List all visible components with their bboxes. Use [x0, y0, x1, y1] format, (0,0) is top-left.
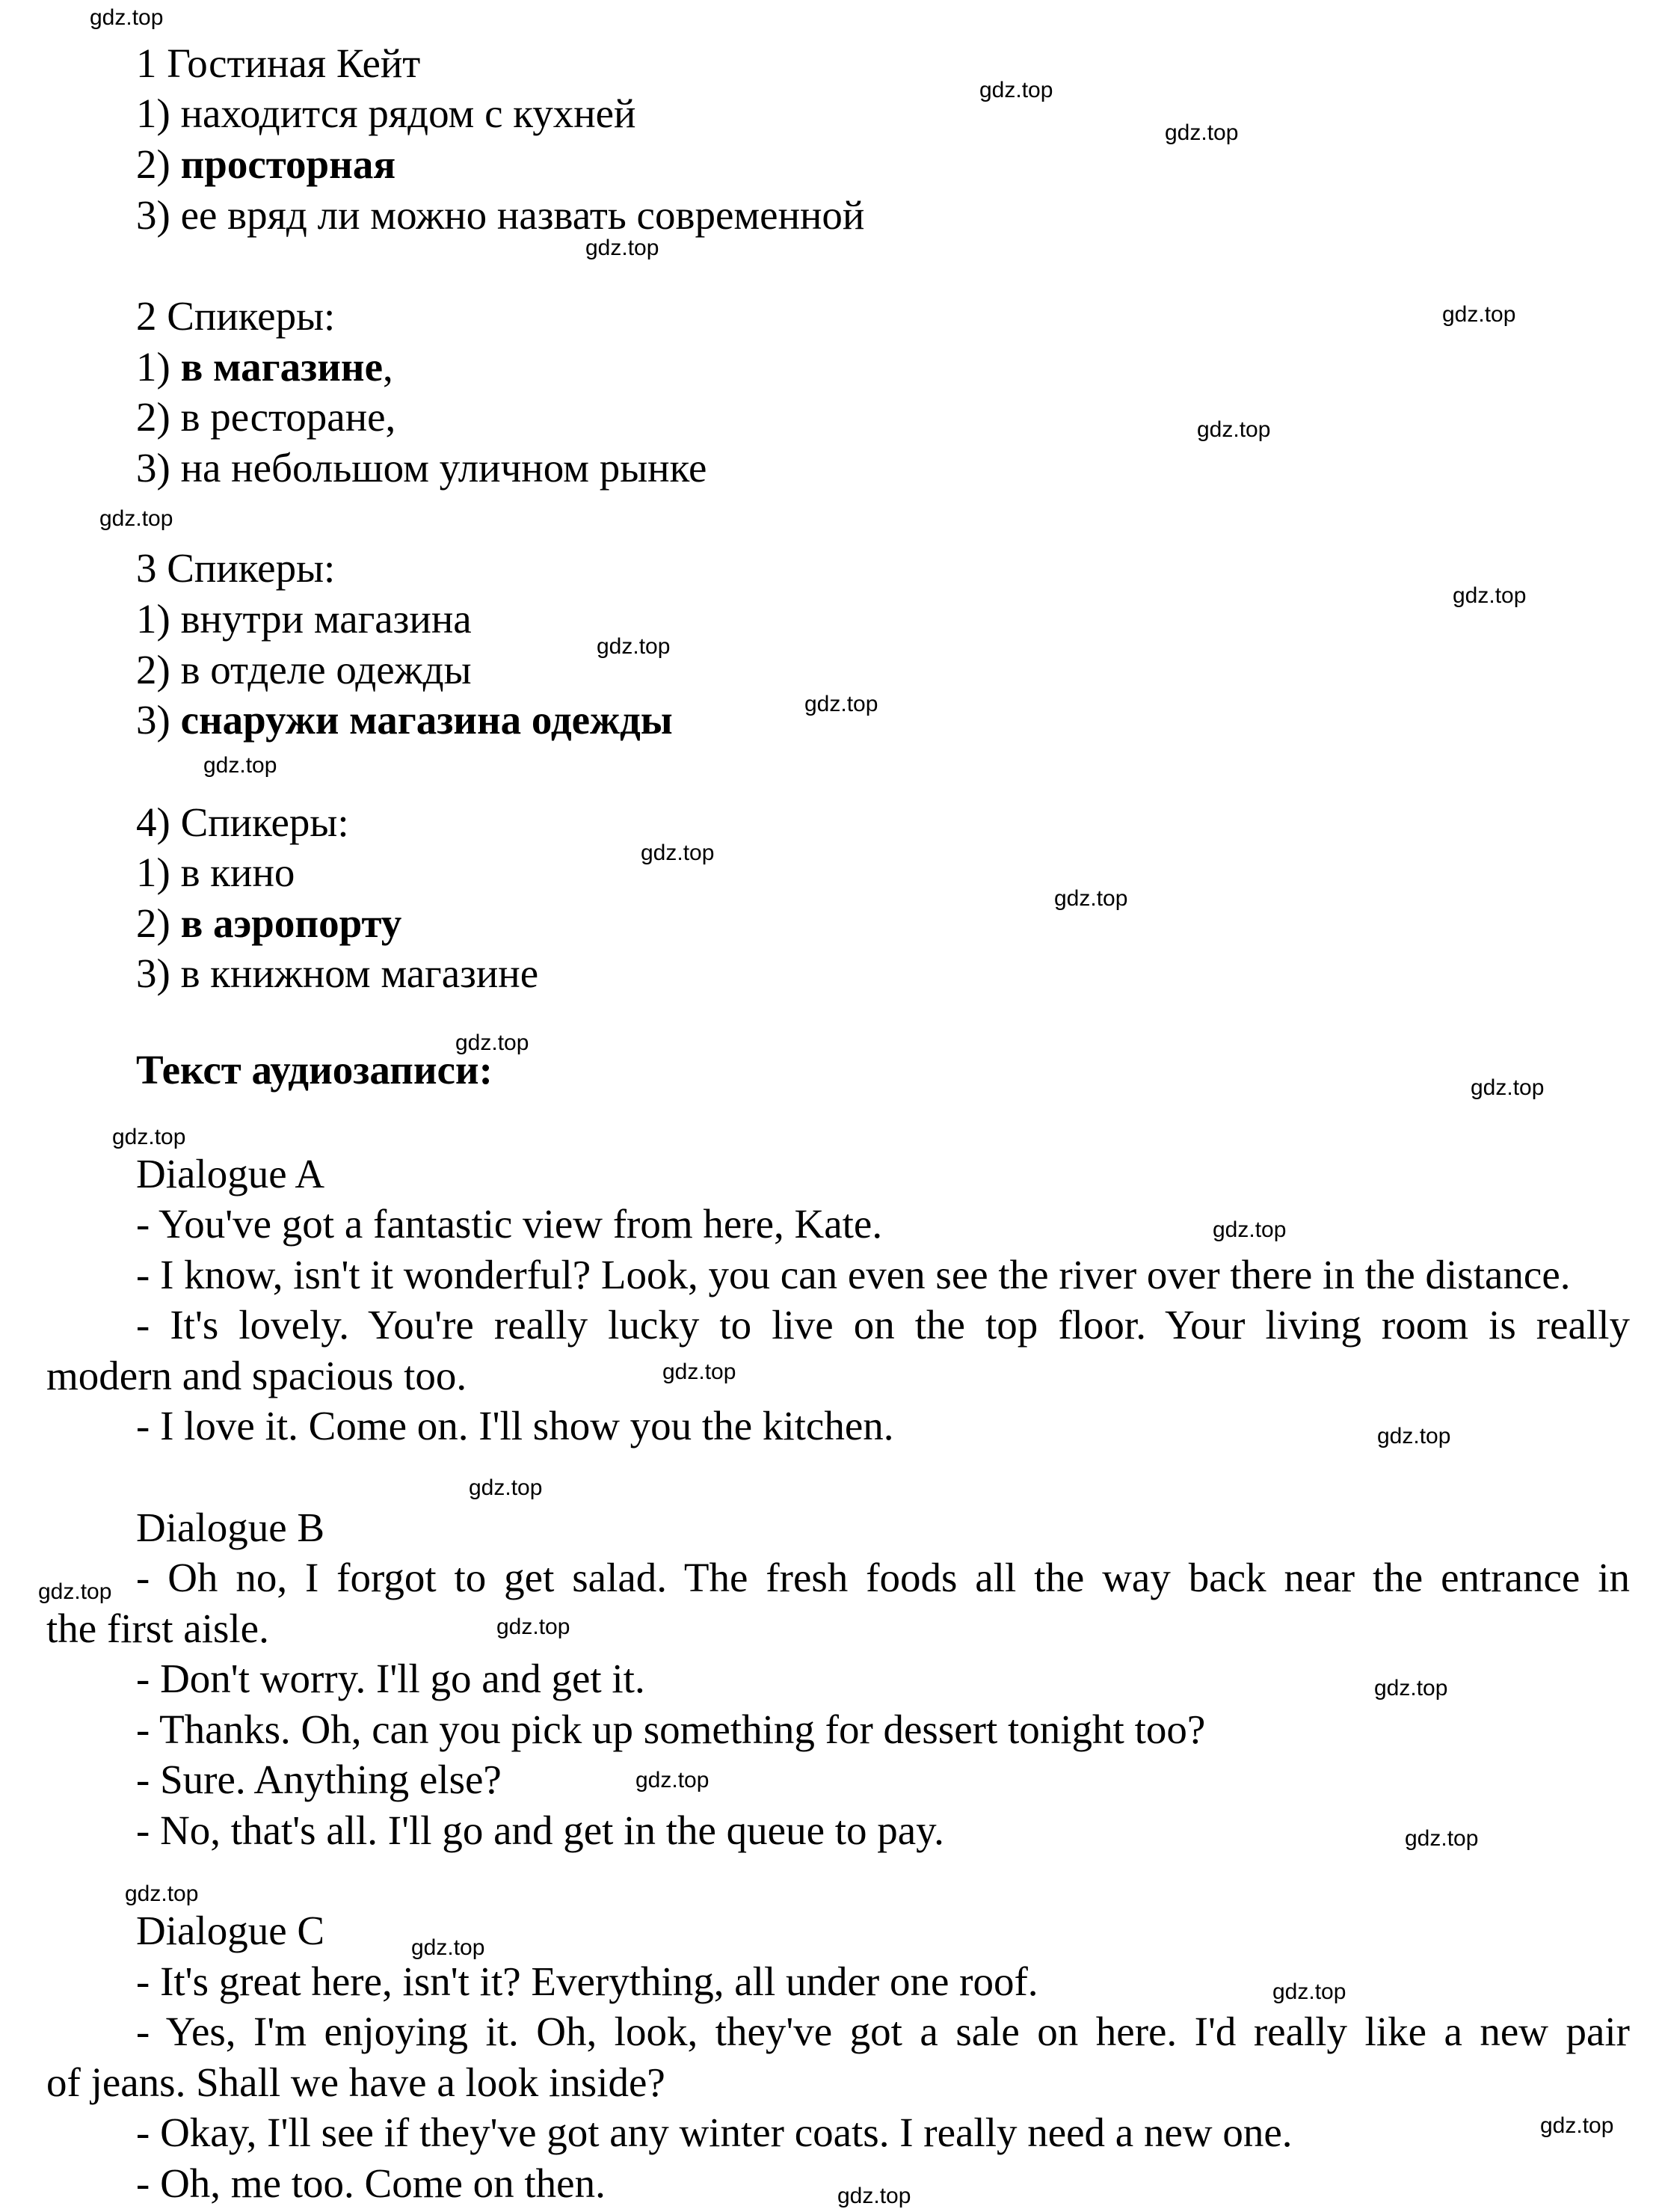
- q4-option-2-number: 2): [136, 900, 181, 946]
- dialogue-c-line-2-cont: of jeans. Shall we have a look inside?: [46, 2059, 665, 2105]
- watermark: gdz.top: [1165, 120, 1239, 145]
- dialogue-b-line-2: - Don't worry. I'll go and get it.: [136, 1656, 645, 1701]
- q1-option-2: [136, 140, 395, 189]
- q2-option-1-number: 1): [136, 344, 181, 390]
- watermark: gdz.top: [496, 1615, 570, 1639]
- watermark: gdz.top: [635, 1768, 710, 1792]
- watermark: gdz.top: [90, 5, 164, 30]
- watermark: gdz.top: [1054, 886, 1128, 911]
- watermark: gdz.top: [662, 1360, 736, 1384]
- watermark: gdz.top: [112, 1125, 186, 1149]
- watermark: gdz.top: [1471, 1075, 1545, 1100]
- dialogue-c-line-1: - It's great here, isn't it? Everything, all under one roof.: [136, 1958, 1038, 2004]
- q2-option-2: 2) в ресторане,: [136, 394, 396, 440]
- dialogue-c-line-2: - Yes, I'm enjoying it. Oh, look, they've got a sale on here. I'd really like a new pair: [136, 2009, 1630, 2054]
- dialogue-a-title: Dialogue A: [136, 1151, 325, 1196]
- dialogue-b-title: Dialogue B: [136, 1505, 325, 1550]
- watermark: gdz.top: [1272, 1979, 1346, 2004]
- watermark: gdz.top: [1405, 1826, 1479, 1851]
- watermark: gdz.top: [585, 236, 659, 260]
- dialogue-b-line-1-cont: the first aisle.: [46, 1606, 269, 1651]
- watermark: gdz.top: [597, 634, 671, 659]
- watermark: gdz.top: [411, 1935, 485, 1960]
- q4-option-3: 3) в книжном магазине: [136, 950, 539, 996]
- q3-option-1: 1) внутри магазина: [136, 596, 472, 642]
- q1-title: 1 Гостиная Кейт: [136, 40, 421, 86]
- watermark: gdz.top: [1374, 1676, 1448, 1701]
- dialogue-a-line-4: - I love it. Come on. I'll show you the kitchen.: [136, 1403, 894, 1448]
- dialogue-a-line-1: - You've got a fantastic view from here, Kate.: [136, 1201, 883, 1247]
- watermark: gdz.top: [1197, 417, 1271, 442]
- dialogue-a-line-3: - It's lovely. You're really lucky to live on the top floor. Your living room is really: [136, 1302, 1630, 1348]
- watermark: gdz.top: [979, 78, 1053, 102]
- q4-option-2: [136, 899, 401, 948]
- q3-title: 3 Спикеры:: [136, 545, 336, 591]
- watermark: gdz.top: [1453, 583, 1527, 608]
- transcript-heading: Текст аудиозаписи:: [136, 1047, 493, 1093]
- q1-option-1: 1) находится рядом с кухней: [136, 90, 636, 136]
- watermark: gdz.top: [804, 692, 878, 716]
- q1-option-2-number: 2): [136, 141, 181, 187]
- watermark: gdz.top: [125, 1881, 199, 1906]
- dialogue-a-line-3-cont: modern and spacious too.: [46, 1353, 467, 1398]
- dialogue-b-line-1: - Oh no, I forgot to get salad. The fresh foods all the way back near the entrance in: [136, 1555, 1630, 1600]
- q1-option-2-answer: просторная: [180, 141, 396, 187]
- q2-option-1-comma: ,: [383, 344, 393, 390]
- watermark: gdz.top: [641, 841, 715, 865]
- watermark: gdz.top: [203, 753, 277, 778]
- dialogue-b-line-3: - Thanks. Oh, can you pick up something for dessert tonight too?: [136, 1706, 1206, 1752]
- dialogue-b-line-4: - Sure. Anything else?: [136, 1757, 502, 1802]
- q1-option-3: 3) ее вряд ли можно назвать современной: [136, 192, 865, 238]
- dialogue-b-line-5: - No, that's all. I'll go and get in the queue to pay.: [136, 1807, 944, 1853]
- watermark: gdz.top: [469, 1475, 543, 1500]
- q2-option-3: 3) на небольшом уличном рынке: [136, 445, 707, 491]
- q3-option-3: [136, 695, 673, 745]
- q4-title: 4) Спикеры:: [136, 799, 349, 845]
- watermark: gdz.top: [1442, 302, 1516, 327]
- watermark: gdz.top: [455, 1030, 529, 1055]
- q2-title: 2 Спикеры:: [136, 293, 336, 339]
- watermark: gdz.top: [1540, 2113, 1614, 2138]
- q3-option-3-answer: снаружи магазина одежды: [180, 697, 673, 743]
- q2-option-1-answer: в магазине: [180, 344, 383, 390]
- watermark: gdz.top: [99, 506, 173, 531]
- q4-option-2-answer: в аэропорту: [180, 900, 402, 946]
- dialogue-a-line-2: - I know, isn't it wonderful? Look, you can even see the river over there in the distance.: [136, 1252, 1571, 1297]
- watermark: gdz.top: [837, 2184, 911, 2208]
- dialogue-c-title: Dialogue C: [136, 1908, 325, 1953]
- q3-option-3-number: 3): [136, 697, 181, 743]
- watermark: gdz.top: [38, 1579, 112, 1604]
- q4-option-1: 1) в кино: [136, 850, 295, 895]
- dialogue-c-line-4: - Oh, me too. Come on then.: [136, 2160, 606, 2206]
- q2-option-1: [136, 342, 393, 392]
- watermark: gdz.top: [1377, 1424, 1451, 1448]
- q3-option-2: 2) в отделе одежды: [136, 647, 472, 692]
- watermark: gdz.top: [1213, 1217, 1287, 1242]
- dialogue-c-line-3: - Okay, I'll see if they've got any winter coats. I really need a new one.: [136, 2110, 1293, 2155]
